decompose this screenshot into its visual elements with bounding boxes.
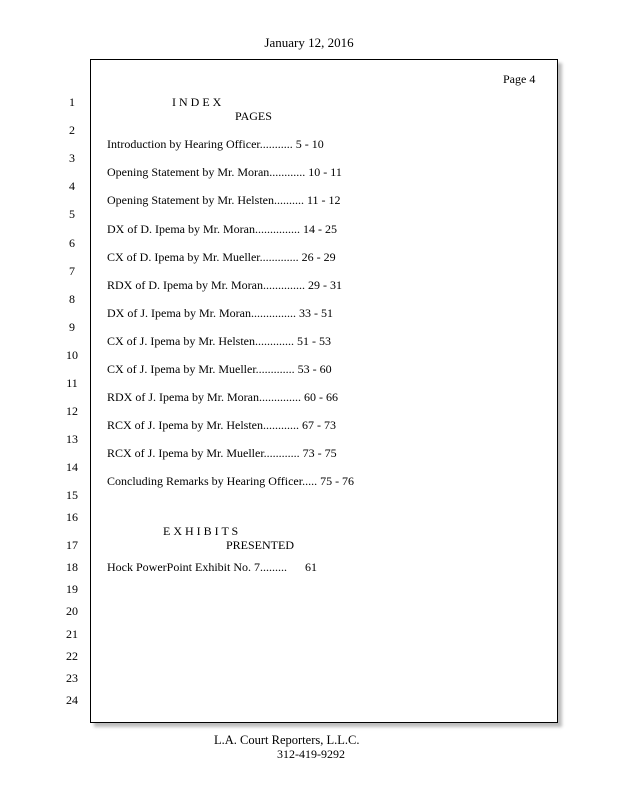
index-entry: Opening Statement by Mr. Helsten.......... 11 - 12 (107, 193, 341, 207)
line-number: 12 (66, 404, 78, 418)
line-number: 5 (69, 207, 75, 221)
exhibit-entry: Hock PowerPoint Exhibit No. 7......... 61 (107, 560, 317, 574)
exhibits-subtitle: PRESENTED (226, 538, 295, 552)
line-number: 23 (66, 671, 78, 685)
line-number: 21 (66, 627, 78, 641)
index-entry: RDX of D. Ipema by Mr. Moran.............. 29 - 31 (107, 278, 342, 292)
index-entry: RDX of J. Ipema by Mr. Moran.............. 60 - 66 (107, 390, 338, 404)
index-subtitle: PAGES (235, 109, 272, 123)
line-number: 18 (66, 560, 78, 574)
line-number: 1 (69, 95, 75, 109)
footer-phone: 312-419-9292 (277, 747, 345, 761)
footer-company: L.A. Court Reporters, L.L.C. (214, 733, 360, 747)
index-entry: DX of J. Ipema by Mr. Moran............... 33 - 51 (107, 306, 333, 320)
index-entry: CX of J. Ipema by Mr. Mueller............. 53 - 60 (107, 362, 332, 376)
line-number: 13 (66, 432, 78, 446)
index-entry: RCX of J. Ipema by Mr. Helsten............ 67 - 73 (107, 418, 336, 432)
document-date: January 12, 2016 (264, 35, 354, 50)
index-entry: CX of D. Ipema by Mr. Mueller............. 26 - 29 (107, 250, 336, 264)
line-number: 6 (69, 236, 75, 250)
line-number: 11 (66, 376, 78, 390)
index-entry: Concluding Remarks by Hearing Officer..... 75 - 76 (107, 474, 355, 488)
line-number: 2 (69, 123, 75, 137)
line-number: 14 (66, 460, 78, 474)
line-number: 8 (69, 292, 75, 306)
line-number: 7 (69, 264, 75, 278)
index-entry: RCX of J. Ipema by Mr. Mueller............ 73 - 75 (107, 446, 337, 460)
index-entry: DX of D. Ipema by Mr. Moran............... 14 - 25 (107, 222, 337, 236)
line-number: 16 (66, 510, 78, 524)
line-number: 17 (66, 538, 78, 552)
line-number: 24 (66, 693, 78, 707)
line-number: 10 (66, 348, 78, 362)
index-entry: Opening Statement by Mr. Moran............ 10 - 11 (107, 165, 342, 179)
line-number: 22 (66, 649, 78, 663)
line-number: 9 (69, 320, 75, 334)
line-number: 19 (66, 582, 78, 596)
page-number: Page 4 (503, 72, 536, 86)
index-title: I N D E X (172, 95, 222, 109)
exhibits-title: E X H I B I T S (163, 524, 239, 538)
index-entry: Introduction by Hearing Officer........... 5 - 10 (107, 137, 324, 151)
line-number: 4 (69, 179, 75, 193)
line-number: 3 (69, 151, 75, 165)
index-entry: CX of J. Ipema by Mr. Helsten............. 51 - 53 (107, 334, 331, 348)
line-number: 20 (66, 604, 78, 618)
line-number: 15 (66, 488, 78, 502)
